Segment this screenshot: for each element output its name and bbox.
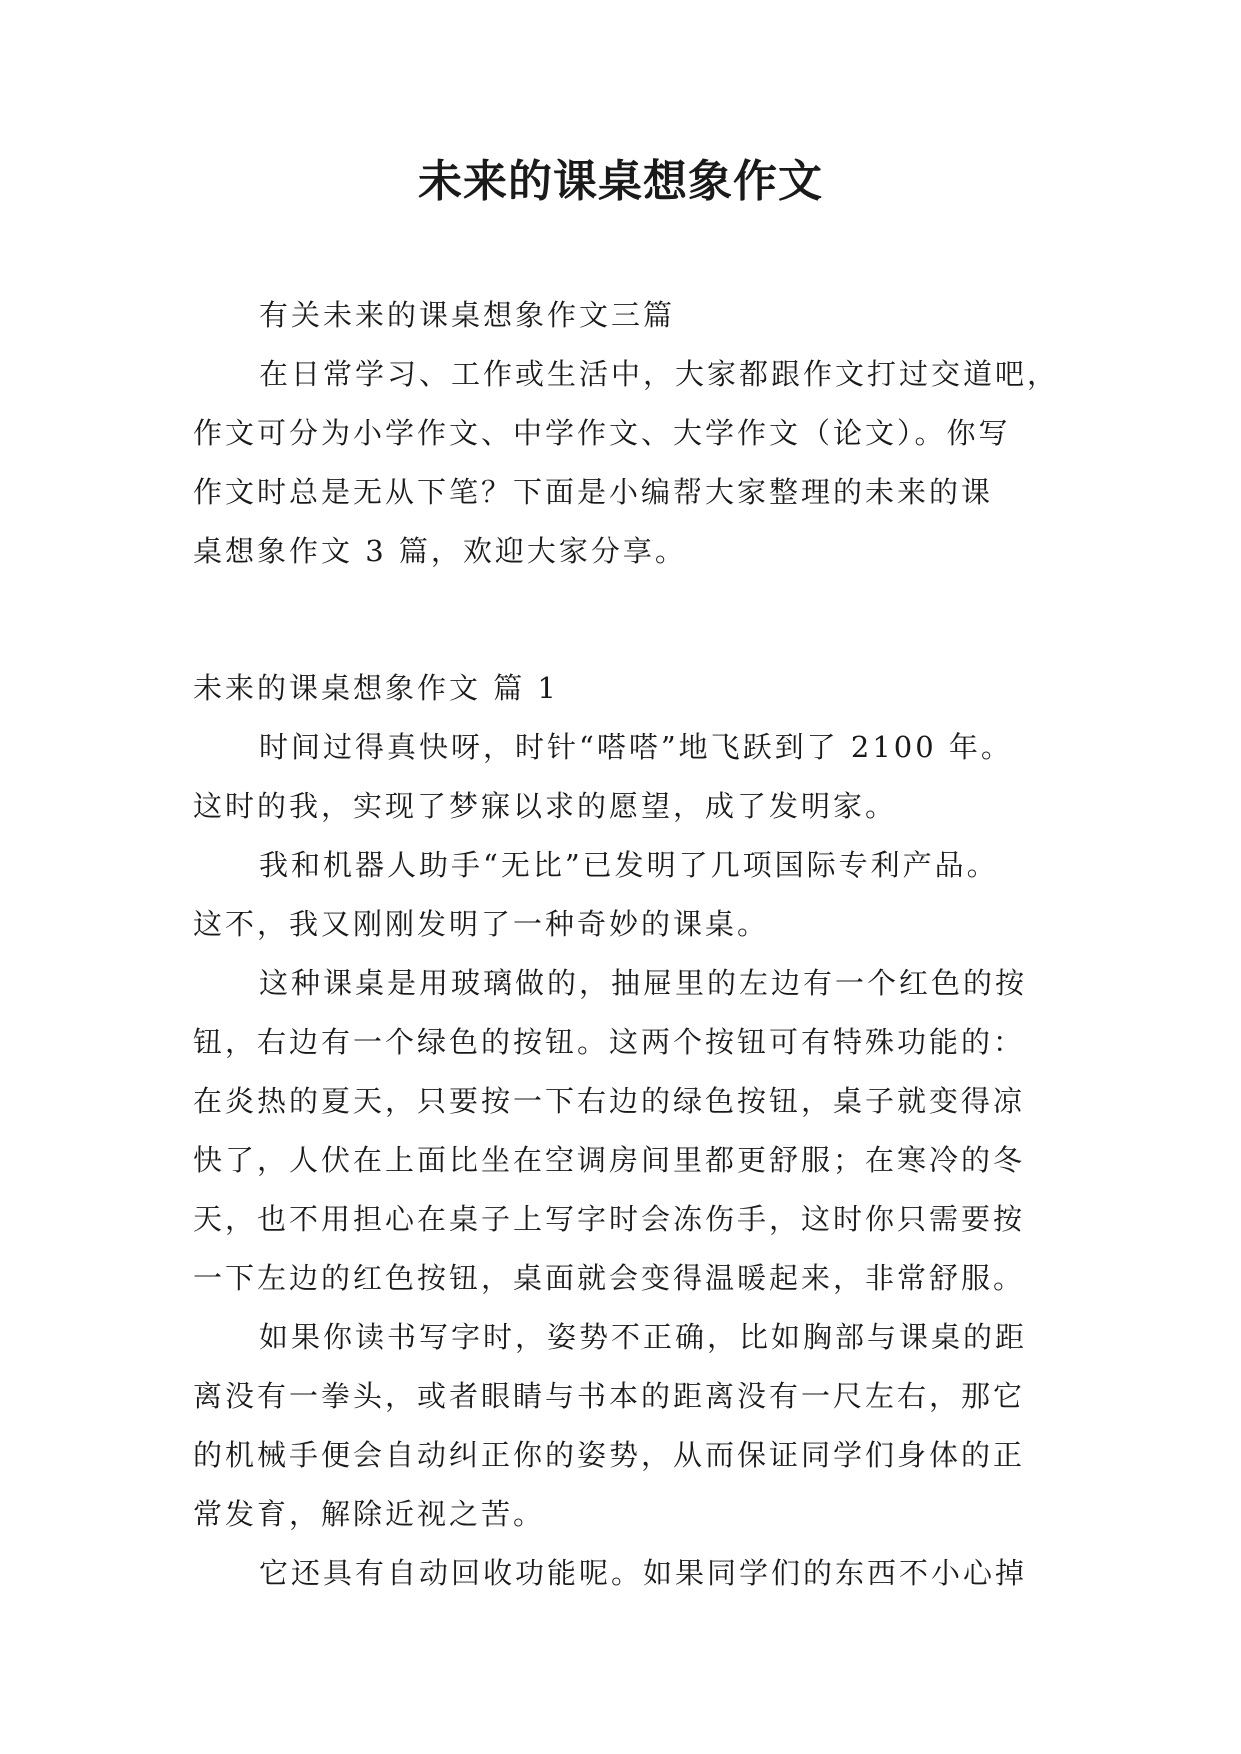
document-body — [193, 286, 1063, 1603]
paragraph-line: 在炎热的夏天，只要按一下右边的绿色按钮，桌子就变得凉 — [193, 1084, 1026, 1118]
paragraph-line: 作文可分为小学作文、中学作文、大学作文（论文）。你写 — [193, 416, 1011, 450]
intro-paragraph — [193, 345, 1063, 581]
paragraph-line: 桌想象作文 3 篇，欢迎大家分享。 — [193, 534, 687, 568]
section-spacer — [193, 581, 1063, 659]
paragraph — [193, 718, 1063, 836]
paragraph-line: 这时的我，实现了梦寐以求的愿望，成了发明家。 — [193, 789, 898, 823]
paragraph-line: 它还具有自动回收功能呢。如果同学们的东西不小心掉 — [259, 1556, 1028, 1590]
paragraph-line: 这不，我又刚刚发明了一种奇妙的课桌。 — [193, 907, 770, 941]
paragraph-line: 常发育，解除近视之苦。 — [193, 1497, 546, 1531]
paragraph-line: 如果你读书写字时，姿势不正确，比如胸部与课桌的距 — [259, 1320, 1028, 1354]
paragraph-line: 在日常学习、工作或生活中，大家都跟作文打过交道吧， — [259, 357, 1060, 391]
paragraph — [193, 1308, 1063, 1544]
paragraph-line: 我和机器人助手“无比”已发明了几项国际专利产品。 — [259, 848, 999, 882]
paragraph-line: 作文时总是无从下笔？下面是小编帮大家整理的未来的课 — [193, 475, 994, 509]
paragraph-line: 的机械手便会自动纠正你的姿势，从而保证同学们身体的正 — [193, 1438, 1026, 1472]
paragraph-line: 这种课桌是用玻璃做的，抽屉里的左边有一个红色的按 — [259, 966, 1028, 1000]
paragraph — [193, 1544, 1063, 1603]
section-heading: 未来的课桌想象作文 篇 1 — [193, 671, 559, 705]
paragraph-line: 钮，右边有一个绿色的按钮。这两个按钮可有特殊功能的： — [193, 1025, 1026, 1059]
paragraph-line: 离没有一拳头，或者眼睛与书本的距离没有一尺左右，那它 — [193, 1379, 1026, 1413]
paragraph-line: 时间过得真快呀，时针“嗒嗒”地飞跃到了 2100 年。 — [259, 730, 1013, 764]
paragraph — [193, 836, 1063, 954]
intro-heading: 有关未来的课桌想象作文三篇 — [259, 298, 676, 332]
paragraph — [193, 954, 1063, 1308]
document-title: 未来的课桌想象作文 — [418, 156, 823, 207]
paragraph-line: 一下左边的红色按钮，桌面就会变得温暖起来，非常舒服。 — [193, 1261, 1026, 1295]
paragraph-line: 快了，人伏在上面比坐在空调房间里都更舒服；在寒冷的冬 — [193, 1143, 1026, 1177]
paragraph-line: 天，也不用担心在桌子上写字时会冻伤手，这时你只需要按 — [193, 1202, 1026, 1236]
